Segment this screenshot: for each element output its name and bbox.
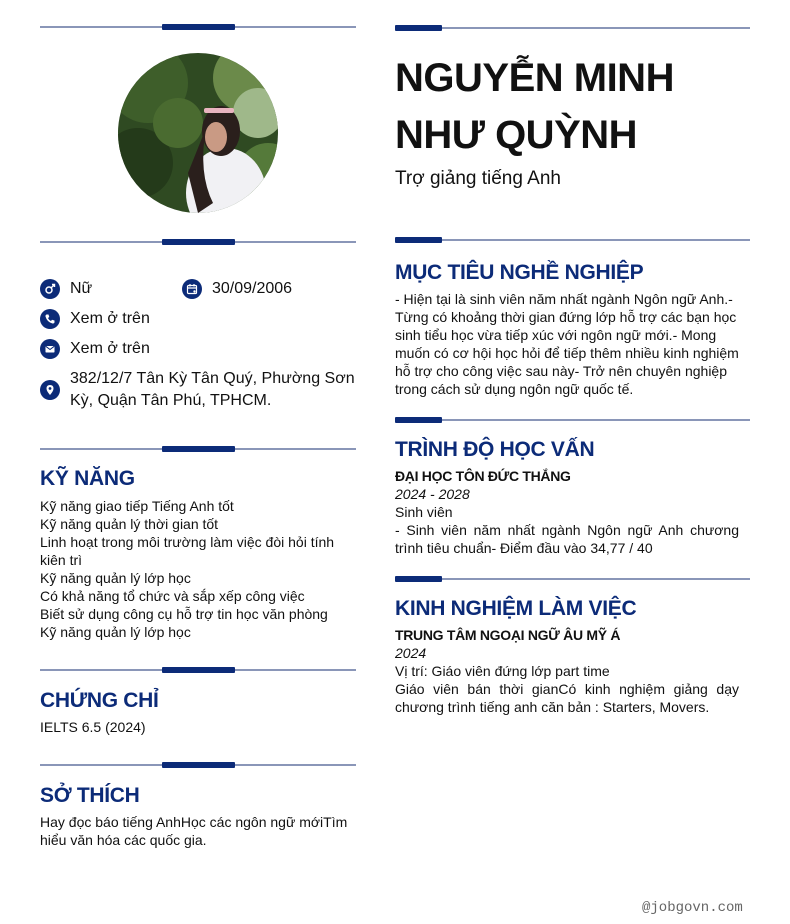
birthdate-value: 30/09/2006 — [212, 280, 293, 297]
experience-year: 2024 — [395, 645, 427, 661]
experience-desc-line-1: Giáo viên bán thời gianCó kinh nghiệm giảng dạy — [395, 681, 739, 697]
divider-top-right — [395, 25, 750, 31]
skill-item: kiên trì — [40, 552, 83, 568]
hobbies-text — [40, 813, 356, 849]
objective-title: MỤC TIÊU NGHỀ NGHIỆP — [395, 261, 644, 284]
phone-value: Xem ở trên — [70, 310, 150, 327]
education-desc-line-1: - Sinh viên năm nhất ngành Ngôn ngữ Anh chương — [395, 522, 739, 538]
education-period: 2024 - 2028 — [395, 486, 470, 502]
profile-photo — [118, 53, 278, 213]
skill-item: Có khả năng tổ chức và sắp xếp công việc — [40, 588, 305, 604]
experience-position: Vị trí: Giáo viên đứng lớp part time — [395, 663, 610, 679]
experience-desc-line-2: chương trình tiếng anh căn bản : Starters, Movers. — [395, 699, 710, 715]
experience-title: KINH NGHIỆM LÀM VIỆC — [395, 597, 637, 620]
experience-company: TRUNG TÂM NGOẠI NGỮ ÂU MỸ Á — [395, 627, 621, 643]
watermark: @jobgovn.com — [642, 900, 743, 916]
skill-item: Biết sử dụng công cụ hỗ trợ tin học văn phòng — [40, 606, 328, 622]
skill-item: Kỹ năng giao tiếp Tiếng Anh tốt — [40, 498, 234, 514]
divider-before-certificates — [40, 667, 356, 673]
education-title: TRÌNH ĐỘ HỌC VẤN — [395, 438, 595, 461]
skills-list — [40, 497, 356, 641]
divider-before-education — [395, 417, 750, 423]
location-icon — [40, 380, 60, 400]
address-line-1: 382/12/7 Tân Kỳ Tân Quý, Phường Sơn — [70, 370, 355, 387]
name-line-2: NHƯ QUỲNH — [395, 113, 638, 157]
certificates-title: CHỨNG CHỈ — [40, 689, 159, 712]
objective-line: sinh tiểu học vừa tiếp xúc với ngôn ngữ mới.- Mong — [395, 327, 717, 343]
objective-line: muốn có cơ hội học hỏi để tiếp thêm nhiều kinh nghiệm — [395, 345, 739, 361]
divider-before-hobbies — [40, 762, 356, 768]
objective-line: Từng có khoảng thời gian đứng lớp hỗ trợ các bạn học — [395, 309, 737, 325]
education-desc-line-2: trình tiêu chuẩn- Điểm đầu vào 34,77 / 40 — [395, 540, 653, 556]
name-line-1: NGUYỄN MINH — [395, 56, 674, 100]
divider-before-experience — [395, 576, 750, 582]
hobbies-title: SỞ THÍCH — [40, 784, 140, 807]
phone-icon — [40, 309, 60, 329]
objective-line: trong cách sử dụng ngôn ngữ quốc tế. — [395, 381, 634, 397]
address-line-2: Kỳ, Quận Tân Phú, TPHCM. — [70, 392, 272, 409]
contact-address — [40, 368, 355, 412]
skill-item: Linh hoạt trong môi trường làm việc đòi hỏi tính — [40, 534, 335, 550]
gender-value: Nữ — [70, 280, 93, 297]
contact-phone — [40, 308, 150, 330]
divider-before-skills — [40, 446, 356, 452]
contact-birthdate — [182, 278, 292, 300]
gender-icon — [40, 279, 60, 299]
skill-item: Kỹ năng quản lý lớp học — [40, 570, 191, 586]
skill-item: Kỹ năng quản lý thời gian tốt — [40, 516, 219, 532]
calendar-icon — [182, 279, 202, 299]
divider-before-objective — [395, 237, 750, 243]
email-value: Xem ở trên — [70, 340, 150, 357]
experience-block — [395, 626, 739, 716]
email-icon — [40, 339, 60, 359]
job-title: Trợ giảng tiếng Anh — [395, 168, 561, 189]
divider-after-photo — [40, 239, 356, 245]
divider-top-left — [40, 24, 356, 30]
education-block — [395, 467, 739, 557]
certificates-text: IELTS 6.5 (2024) — [40, 719, 146, 735]
hobbies-line-1: Hay đọc báo tiếng AnhHọc các ngôn ngữ mớiTìm — [40, 814, 348, 830]
contact-email — [40, 338, 150, 360]
person-name — [395, 50, 755, 164]
objective-line: - Hiện tại là sinh viên năm nhất ngành Ngôn ngữ Anh.- — [395, 291, 733, 307]
education-school: ĐẠI HỌC TÔN ĐỨC THẮNG — [395, 468, 571, 484]
skills-title: KỸ NĂNG — [40, 467, 135, 490]
objective-text — [395, 290, 750, 398]
education-role: Sinh viên — [395, 504, 453, 520]
contact-gender — [40, 278, 92, 300]
objective-line: hỗ trợ cho công việc sau này- Trở nên chuyên nghiệp — [395, 363, 728, 379]
skill-item: Kỹ năng quản lý lớp học — [40, 624, 191, 640]
hobbies-line-2: hiểu văn hóa các quốc gia. — [40, 832, 207, 848]
